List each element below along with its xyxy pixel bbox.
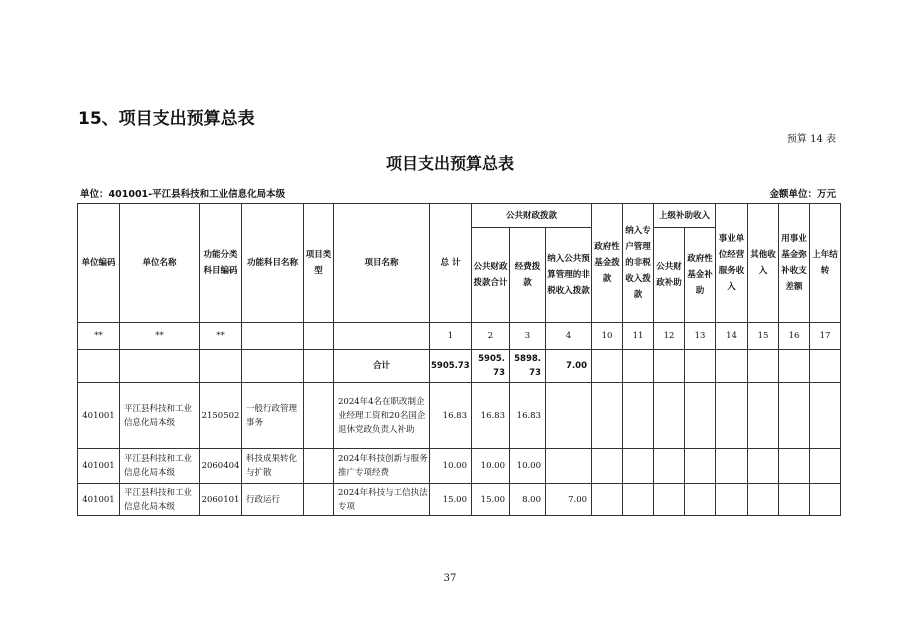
row-pf-funds: 8.00 <box>510 484 546 516</box>
header-carryover: 上年结转 <box>810 204 841 323</box>
index-cell: ** <box>120 323 200 350</box>
row-func-name: 科技成果转化与扩散 <box>242 449 304 484</box>
row-unit-name: 平江县科技和工业信息化局本级 <box>120 484 200 516</box>
row-total: 10.00 <box>430 449 472 484</box>
total-row <box>78 350 841 383</box>
header-pf-nontax: 纳入公共预算管理的非税收入拨款 <box>546 228 592 323</box>
row-func-code: 2150502 <box>200 383 242 449</box>
row-unit-name: 平江县科技和工业信息化局本级 <box>120 449 200 484</box>
header-unit-code: 单位编码 <box>78 204 120 323</box>
header-func-name: 功能科目名称 <box>242 204 304 323</box>
row-project-name: 2024年科技与工信执法专项 <box>334 484 430 516</box>
header-gov-fund: 政府性基金拨款 <box>592 204 623 323</box>
total-amount: 5905.73 <box>430 350 472 383</box>
row-project-type <box>304 383 334 449</box>
row-func-name: 一般行政管理事务 <box>242 383 304 449</box>
row-pf-funds: 10.00 <box>510 449 546 484</box>
row-project-type <box>304 449 334 484</box>
index-cell <box>242 323 304 350</box>
row-unit-name: 平江县科技和工业信息化局本级 <box>120 383 200 449</box>
row-pf-funds: 16.83 <box>510 383 546 449</box>
row-pf-nontax: 7.00 <box>546 484 592 516</box>
index-cell: 13 <box>685 323 716 350</box>
row-total: 16.83 <box>430 383 472 449</box>
budget-table <box>77 203 841 516</box>
header-ss-public: 公共财政补助 <box>654 228 685 323</box>
index-cell: 11 <box>623 323 654 350</box>
header-project-type: 项目类型 <box>304 204 334 323</box>
total-pf-funds: 5898.73 <box>510 350 546 383</box>
form-number: 预算 14 表 <box>786 134 836 145</box>
header-fund-balance: 用事业基金弥补收支差额 <box>779 204 810 323</box>
index-cell <box>304 323 334 350</box>
index-cell: 12 <box>654 323 685 350</box>
row-pf-nontax <box>546 449 592 484</box>
amount-unit-label: 金额单位：万元 <box>769 189 836 200</box>
index-cell: ** <box>78 323 120 350</box>
index-cell: 1 <box>430 323 472 350</box>
index-row <box>78 323 841 350</box>
row-unit-code: 401001 <box>78 383 120 449</box>
row-func-name: 行政运行 <box>242 484 304 516</box>
row-pf-total: 10.00 <box>472 449 510 484</box>
header-other-income: 其他收入 <box>748 204 779 323</box>
header-project-name: 项目名称 <box>334 204 430 323</box>
header-row-1 <box>78 204 841 228</box>
header-business-income: 事业单位经营服务收入 <box>716 204 748 323</box>
row-pf-total: 15.00 <box>472 484 510 516</box>
table-row <box>78 449 841 484</box>
index-cell: ** <box>200 323 242 350</box>
page-number: 37 <box>443 573 457 584</box>
row-unit-code: 401001 <box>78 449 120 484</box>
header-superior-subsidy: 上级补助收入 <box>654 204 716 228</box>
header-total: 总 计 <box>430 204 472 323</box>
table-row <box>78 484 841 516</box>
total-label: 合计 <box>334 350 430 383</box>
header-pf-total: 公共财政拨款合计 <box>472 228 510 323</box>
row-func-code: 2060101 <box>200 484 242 516</box>
header-public-finance: 公共财政拨款 <box>472 204 592 228</box>
header-pf-funds: 经费拨款 <box>510 228 546 323</box>
row-pf-total: 16.83 <box>472 383 510 449</box>
row-project-name: 2024年科技创新与服务推广专项经费 <box>334 449 430 484</box>
row-project-name: 2024年4名在职改制企业经理工资和20名国企退休党政负责人补助 <box>334 383 430 449</box>
header-unit-name: 单位名称 <box>120 204 200 323</box>
row-project-type <box>304 484 334 516</box>
header-func-code: 功能分类科目编码 <box>200 204 242 323</box>
index-cell: 4 <box>546 323 592 350</box>
index-cell: 16 <box>779 323 810 350</box>
index-cell: 2 <box>472 323 510 350</box>
unit-label: 单位：401001-平江县科技和工业信息化局本级 <box>80 189 286 200</box>
row-unit-code: 401001 <box>78 484 120 516</box>
index-cell <box>334 323 430 350</box>
row-func-code: 2060404 <box>200 449 242 484</box>
index-cell: 10 <box>592 323 623 350</box>
header-ss-gov: 政府性基金补助 <box>685 228 716 323</box>
index-cell: 17 <box>810 323 841 350</box>
section-title: 15、项目支出预算总表 <box>78 109 255 129</box>
row-pf-nontax <box>546 383 592 449</box>
row-total: 15.00 <box>430 484 472 516</box>
table-title: 项目支出预算总表 <box>385 154 514 173</box>
index-cell: 15 <box>748 323 779 350</box>
index-cell: 3 <box>510 323 546 350</box>
total-pf-nontax: 7.00 <box>546 350 592 383</box>
total-pf-total: 5905.73 <box>472 350 510 383</box>
header-special-nontax: 纳入专户管理的非税收入拨款 <box>623 204 654 323</box>
index-cell: 14 <box>716 323 748 350</box>
table-row <box>78 383 841 449</box>
